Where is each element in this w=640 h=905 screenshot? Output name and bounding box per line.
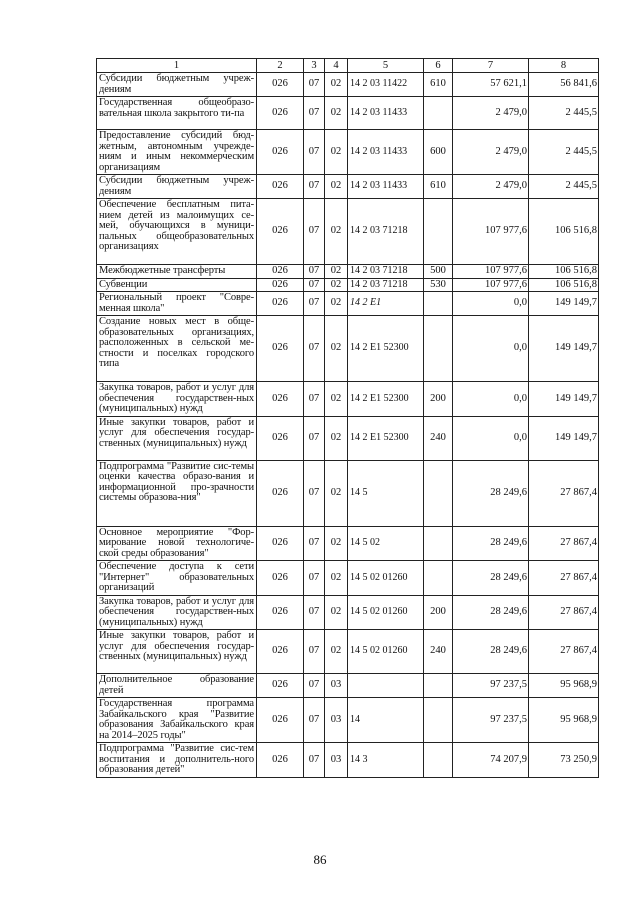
- cell-amount-col8: 149 149,7: [529, 416, 599, 460]
- table-body: [97, 73, 599, 778]
- cell-amount-col8: 149 149,7: [529, 382, 599, 417]
- table-row: [97, 73, 599, 97]
- column-header: 5: [348, 59, 424, 73]
- cell-target-article: 14: [348, 698, 424, 743]
- cell-ministry: 026: [257, 175, 304, 199]
- cell-amount-col7: 107 977,6: [453, 278, 529, 292]
- cell-target-article: 14 2 E1 52300: [348, 416, 424, 460]
- cell-section: 07: [304, 382, 325, 417]
- cell-ministry: 026: [257, 698, 304, 743]
- cell-amount-col8: 106 516,8: [529, 199, 599, 265]
- page-number: 86: [313, 852, 327, 867]
- cell-amount-col7: 2 479,0: [453, 175, 529, 199]
- cell-name: Субсидии бюджетным учреж-дениям: [97, 175, 257, 199]
- cell-ministry: 026: [257, 674, 304, 698]
- cell-amount-col7: 74 207,9: [453, 743, 529, 778]
- cell-amount-col7: 28 249,6: [453, 595, 529, 630]
- cell-section: 07: [304, 561, 325, 596]
- cell-name: Подпрограмма "Развитие сис-тем воспитания и дополнитель-ного образования детей": [97, 743, 257, 778]
- table-row: [97, 175, 599, 199]
- cell-expense-type: [424, 561, 453, 596]
- cell-target-article: 14 5 02 01260: [348, 561, 424, 596]
- cell-ministry: 026: [257, 743, 304, 778]
- cell-target-article: 14 2 E1: [348, 292, 424, 316]
- cell-subsection: 02: [325, 199, 348, 265]
- cell-name: Обеспечение бесплатным пита-нием детей из малоимущих се-мей, обучающихся в муници-пальных общеобразовательных организациях: [97, 199, 257, 265]
- cell-section: 07: [304, 698, 325, 743]
- cell-expense-type: [424, 199, 453, 265]
- cell-subsection: 02: [325, 561, 348, 596]
- cell-amount-col7: 0,0: [453, 416, 529, 460]
- cell-amount-col8: 27 867,4: [529, 460, 599, 526]
- table-header-row: [97, 59, 599, 73]
- cell-subsection: 02: [325, 175, 348, 199]
- table-row: [97, 278, 599, 292]
- cell-ministry: 026: [257, 316, 304, 382]
- column-header: 2: [257, 59, 304, 73]
- cell-section: 07: [304, 595, 325, 630]
- cell-ministry: 026: [257, 130, 304, 175]
- cell-target-article: [348, 674, 424, 698]
- cell-target-article: 14 2 03 11433: [348, 175, 424, 199]
- cell-amount-col8: 106 516,8: [529, 265, 599, 279]
- table-row: [97, 265, 599, 279]
- cell-amount-col8: 2 445,5: [529, 130, 599, 175]
- cell-name: Государственная программа Забайкальского края "Развитие образования Забайкальского края на 2014–2025 годы": [97, 698, 257, 743]
- cell-name: Подпрограмма "Развитие сис-темы оценки качества образо-вания и информационной про-зрачности системы образова-ния": [97, 460, 257, 526]
- cell-amount-col8: 95 968,9: [529, 674, 599, 698]
- cell-name: Предоставление субсидий бюд-жетным, автономным учрежде-ниям и иным некоммерческим организациям: [97, 130, 257, 175]
- table-row: [97, 743, 599, 778]
- cell-amount-col7: 107 977,6: [453, 199, 529, 265]
- cell-expense-type: 500: [424, 265, 453, 279]
- cell-name: Субсидии бюджетным учреж-дениям: [97, 73, 257, 97]
- cell-expense-type: [424, 292, 453, 316]
- cell-subsection: 02: [325, 265, 348, 279]
- cell-amount-col8: 106 516,8: [529, 278, 599, 292]
- cell-section: 07: [304, 460, 325, 526]
- table-row: [97, 130, 599, 175]
- cell-subsection: 03: [325, 743, 348, 778]
- cell-subsection: 03: [325, 674, 348, 698]
- cell-section: 07: [304, 292, 325, 316]
- cell-target-article: 14 2 03 71218: [348, 199, 424, 265]
- column-header: 7: [453, 59, 529, 73]
- cell-expense-type: [424, 743, 453, 778]
- cell-subsection: 02: [325, 97, 348, 130]
- cell-subsection: 02: [325, 595, 348, 630]
- table-row: [97, 630, 599, 674]
- table-row: [97, 698, 599, 743]
- cell-target-article: 14 5 02 01260: [348, 630, 424, 674]
- cell-expense-type: 200: [424, 382, 453, 417]
- cell-amount-col7: 97 237,5: [453, 674, 529, 698]
- cell-name: Основное мероприятие "Фор-мирование новой технологиче-ской среды образования": [97, 526, 257, 561]
- cell-target-article: 14 2 03 11433: [348, 97, 424, 130]
- cell-subsection: 02: [325, 630, 348, 674]
- cell-expense-type: [424, 460, 453, 526]
- cell-target-article: 14 5: [348, 460, 424, 526]
- cell-amount-col7: 2 479,0: [453, 97, 529, 130]
- cell-name: Закупка товаров, работ и услуг для обеспечения государствен-ных (муниципальных) нужд: [97, 595, 257, 630]
- cell-amount-col7: 28 249,6: [453, 630, 529, 674]
- cell-target-article: 14 2 03 71218: [348, 278, 424, 292]
- cell-name: Субвенции: [97, 278, 257, 292]
- cell-section: 07: [304, 416, 325, 460]
- table-row: [97, 526, 599, 561]
- cell-target-article: 14 2 03 11422: [348, 73, 424, 97]
- cell-amount-col7: 0,0: [453, 382, 529, 417]
- cell-amount-col7: 97 237,5: [453, 698, 529, 743]
- cell-expense-type: 600: [424, 130, 453, 175]
- cell-amount-col8: 56 841,6: [529, 73, 599, 97]
- cell-section: 07: [304, 97, 325, 130]
- cell-amount-col8: 73 250,9: [529, 743, 599, 778]
- cell-ministry: 026: [257, 630, 304, 674]
- cell-ministry: 026: [257, 97, 304, 130]
- cell-ministry: 026: [257, 278, 304, 292]
- cell-subsection: 02: [325, 416, 348, 460]
- cell-subsection: 02: [325, 278, 348, 292]
- cell-section: 07: [304, 265, 325, 279]
- cell-section: 07: [304, 199, 325, 265]
- cell-section: 07: [304, 630, 325, 674]
- cell-ministry: 026: [257, 595, 304, 630]
- cell-amount-col8: 2 445,5: [529, 97, 599, 130]
- cell-subsection: 02: [325, 316, 348, 382]
- cell-ministry: 026: [257, 265, 304, 279]
- table-row: [97, 416, 599, 460]
- table-row: [97, 382, 599, 417]
- cell-amount-col8: 27 867,4: [529, 595, 599, 630]
- cell-name: Обеспечение доступа к сети "Интернет" образовательных организаций: [97, 561, 257, 596]
- cell-amount-col8: 149 149,7: [529, 292, 599, 316]
- cell-subsection: 02: [325, 526, 348, 561]
- cell-section: 07: [304, 130, 325, 175]
- cell-name: Государственная общеобразо-вательная школа закрытого ти-па: [97, 97, 257, 130]
- cell-amount-col7: 57 621,1: [453, 73, 529, 97]
- cell-section: 07: [304, 743, 325, 778]
- cell-section: 07: [304, 316, 325, 382]
- cell-expense-type: 240: [424, 630, 453, 674]
- cell-amount-col7: 0,0: [453, 292, 529, 316]
- cell-expense-type: [424, 698, 453, 743]
- cell-amount-col8: 27 867,4: [529, 526, 599, 561]
- cell-ministry: 026: [257, 561, 304, 596]
- cell-target-article: 14 3: [348, 743, 424, 778]
- table-row: [97, 316, 599, 382]
- cell-name: Иные закупки товаров, работ и услуг для обеспечения государ-ственных (муниципальных) нужд: [97, 630, 257, 674]
- cell-ministry: 026: [257, 526, 304, 561]
- cell-amount-col7: 107 977,6: [453, 265, 529, 279]
- cell-subsection: 02: [325, 73, 348, 97]
- cell-section: 07: [304, 278, 325, 292]
- cell-expense-type: 240: [424, 416, 453, 460]
- cell-name: Межбюджетные трансферты: [97, 265, 257, 279]
- table-row: [97, 460, 599, 526]
- cell-target-article: 14 2 E1 52300: [348, 382, 424, 417]
- cell-ministry: 026: [257, 73, 304, 97]
- cell-subsection: 02: [325, 460, 348, 526]
- cell-amount-col7: 28 249,6: [453, 460, 529, 526]
- cell-expense-type: [424, 674, 453, 698]
- column-header: 1: [97, 59, 257, 73]
- cell-subsection: 03: [325, 698, 348, 743]
- cell-name: Региональный проект "Совре-менная школа": [97, 292, 257, 316]
- cell-amount-col8: 149 149,7: [529, 316, 599, 382]
- cell-ministry: 026: [257, 382, 304, 417]
- cell-amount-col7: 28 249,6: [453, 561, 529, 596]
- cell-amount-col7: 0,0: [453, 316, 529, 382]
- cell-subsection: 02: [325, 292, 348, 316]
- cell-subsection: 02: [325, 382, 348, 417]
- cell-ministry: 026: [257, 460, 304, 526]
- cell-amount-col8: 2 445,5: [529, 175, 599, 199]
- cell-expense-type: [424, 316, 453, 382]
- cell-section: 07: [304, 175, 325, 199]
- cell-section: 07: [304, 526, 325, 561]
- cell-amount-col7: 28 249,6: [453, 526, 529, 561]
- cell-expense-type: 610: [424, 175, 453, 199]
- cell-target-article: 14 5 02 01260: [348, 595, 424, 630]
- table-row: [97, 199, 599, 265]
- table-row: [97, 595, 599, 630]
- table-row: [97, 292, 599, 316]
- cell-expense-type: [424, 526, 453, 561]
- cell-section: 07: [304, 674, 325, 698]
- cell-amount-col7: 2 479,0: [453, 130, 529, 175]
- table-row: [97, 561, 599, 596]
- cell-name: Закупка товаров, работ и услуг для обеспечения государствен-ных (муниципальных) нужд: [97, 382, 257, 417]
- cell-name: Иные закупки товаров, работ и услуг для обеспечения государ-ственных (муниципальных) нужд: [97, 416, 257, 460]
- cell-name: Дополнительное образование детей: [97, 674, 257, 698]
- cell-ministry: 026: [257, 416, 304, 460]
- cell-ministry: 026: [257, 292, 304, 316]
- column-header: 4: [325, 59, 348, 73]
- cell-expense-type: 200: [424, 595, 453, 630]
- cell-amount-col8: 27 867,4: [529, 561, 599, 596]
- cell-expense-type: 530: [424, 278, 453, 292]
- cell-target-article: 14 5 02: [348, 526, 424, 561]
- cell-target-article: 14 2 E1 52300: [348, 316, 424, 382]
- cell-name: Создание новых мест в обще-образовательных организациях, расположенных в сельской ме-стности и поселках городского типа: [97, 316, 257, 382]
- cell-ministry: 026: [257, 199, 304, 265]
- cell-subsection: 02: [325, 130, 348, 175]
- cell-amount-col8: 95 968,9: [529, 698, 599, 743]
- column-header: 6: [424, 59, 453, 73]
- cell-expense-type: 610: [424, 73, 453, 97]
- cell-section: 07: [304, 73, 325, 97]
- budget-table: [96, 58, 599, 778]
- column-header: 8: [529, 59, 599, 73]
- cell-expense-type: [424, 97, 453, 130]
- cell-target-article: 14 2 03 11433: [348, 130, 424, 175]
- cell-amount-col8: 27 867,4: [529, 630, 599, 674]
- column-header: 3: [304, 59, 325, 73]
- table-row: [97, 674, 599, 698]
- cell-target-article: 14 2 03 71218: [348, 265, 424, 279]
- table-row: [97, 97, 599, 130]
